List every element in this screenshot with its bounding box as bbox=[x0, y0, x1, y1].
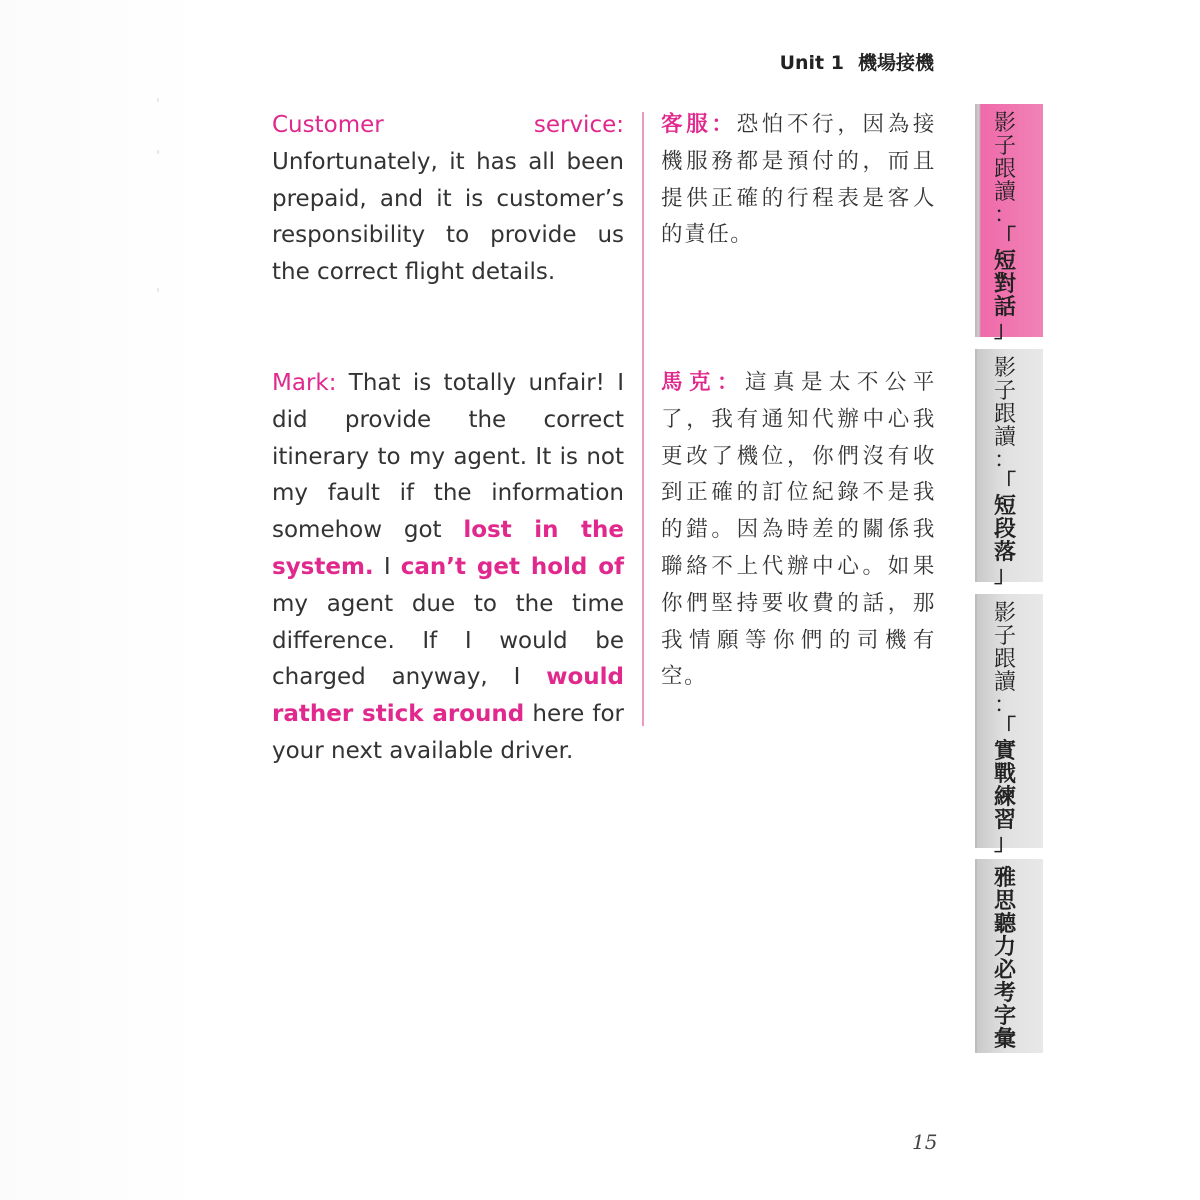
tab-char: 對 bbox=[993, 272, 1016, 297]
tab-char: 力 bbox=[993, 935, 1016, 960]
tab-char: 短 bbox=[993, 249, 1016, 274]
tab-char: 讀 bbox=[993, 425, 1016, 450]
tab-char: 話 bbox=[993, 295, 1016, 320]
english-text: Unfortunately, it has all been prepaid, and it is customer’s responsibility to provide us the correct flight details. bbox=[272, 148, 624, 286]
page-number: 15 bbox=[912, 1130, 938, 1154]
tab-char: 彙 bbox=[993, 1027, 1016, 1052]
tab-label bbox=[983, 112, 1027, 342]
tab-char: 子 bbox=[993, 379, 1016, 404]
tab-char: 「 bbox=[993, 716, 1016, 741]
tab-char: 聽 bbox=[993, 912, 1016, 937]
tab-char: 讀 bbox=[993, 180, 1016, 205]
english-text: That is totally unfair! I did provide the correct itinerary to my agent. It is not my fault if the information somehow got bbox=[272, 370, 624, 544]
unit-title: 機場接機 bbox=[857, 52, 934, 74]
speaker-label: 客服： bbox=[661, 112, 737, 137]
edge-mark bbox=[157, 150, 159, 154]
english-paragraph-mark bbox=[272, 365, 624, 770]
tab-char: 子 bbox=[993, 134, 1016, 159]
tab-char: 影 bbox=[993, 111, 1016, 136]
tab-char: 跟 bbox=[993, 402, 1016, 427]
tab-label bbox=[983, 867, 1027, 1051]
chinese-paragraph-customer-service bbox=[661, 107, 936, 254]
tab-char: 子 bbox=[993, 624, 1016, 649]
tab-char: ： bbox=[993, 203, 1016, 228]
tab-char: 「 bbox=[993, 226, 1016, 251]
english-text: my agent due to the time difference. If I would be charged anyway, I bbox=[272, 590, 624, 691]
tab-char: 實 bbox=[993, 739, 1016, 764]
speaker-label: Mark: bbox=[272, 370, 337, 396]
tab-char: 跟 bbox=[993, 157, 1016, 182]
tab-practice[interactable] bbox=[975, 594, 1043, 856]
english-text: I bbox=[373, 553, 401, 580]
chinese-text: 這真是太不公平了，我有通知代辦中心我更改了機位，你們沒有收到正確的訂位紀錄不是我的錯。因為時差的關係我聯絡不上代辦中心。如果你們堅持要收費的話，那我情願等你們的司機有空。 bbox=[661, 370, 936, 690]
phrase-highlight: can’t get hold of bbox=[400, 553, 625, 580]
speaker-label: 馬克： bbox=[661, 370, 745, 395]
english-paragraph-customer-service bbox=[272, 107, 624, 291]
column-divider bbox=[642, 112, 644, 726]
english-text: here for your next available driver. bbox=[272, 701, 624, 764]
tab-char: 短 bbox=[993, 494, 1016, 519]
tab-char: 」 bbox=[993, 318, 1016, 343]
phrase-highlight: would rather stick around bbox=[272, 664, 624, 728]
tab-char: 」 bbox=[993, 563, 1016, 588]
tab-char: 落 bbox=[993, 540, 1016, 565]
tab-short-paragraph[interactable] bbox=[975, 349, 1043, 588]
speaker-label: Customer service: bbox=[272, 112, 624, 138]
phrase-highlight: lost in the system. bbox=[272, 517, 624, 580]
tab-char: 必 bbox=[993, 958, 1016, 983]
tab-char: 思 bbox=[993, 889, 1016, 914]
chinese-text: 恐怕不行，因為接機服務都是預付的，而且提供正確的行程表是客人的責任。 bbox=[661, 112, 936, 248]
tab-char: 跟 bbox=[993, 647, 1016, 672]
tab-char: ： bbox=[993, 693, 1016, 718]
tab-char: 考 bbox=[993, 981, 1016, 1006]
tab-char: 段 bbox=[993, 517, 1016, 542]
tab-label bbox=[983, 357, 1027, 587]
tab-char: 戰 bbox=[993, 762, 1016, 787]
running-header bbox=[780, 48, 934, 75]
tab-char: 影 bbox=[993, 356, 1016, 381]
tab-char: 字 bbox=[993, 1004, 1016, 1029]
tab-char: 練 bbox=[993, 785, 1016, 810]
unit-label: Unit 1 bbox=[779, 52, 844, 74]
tab-char: 讀 bbox=[993, 670, 1016, 695]
page-edge-shade bbox=[0, 0, 210, 1200]
tab-char: ： bbox=[993, 448, 1016, 473]
tab-label bbox=[983, 602, 1027, 855]
tab-char: 」 bbox=[993, 831, 1016, 856]
chinese-paragraph-mark bbox=[661, 365, 936, 696]
tab-char: 習 bbox=[993, 808, 1016, 833]
tab-ielts-vocabulary[interactable] bbox=[975, 859, 1043, 1053]
tab-char: 影 bbox=[993, 601, 1016, 626]
tab-char: 雅 bbox=[993, 866, 1016, 891]
edge-mark bbox=[157, 98, 159, 102]
tab-short-dialogue[interactable] bbox=[975, 104, 1043, 343]
tab-char: 「 bbox=[993, 471, 1016, 496]
edge-mark bbox=[157, 288, 159, 292]
